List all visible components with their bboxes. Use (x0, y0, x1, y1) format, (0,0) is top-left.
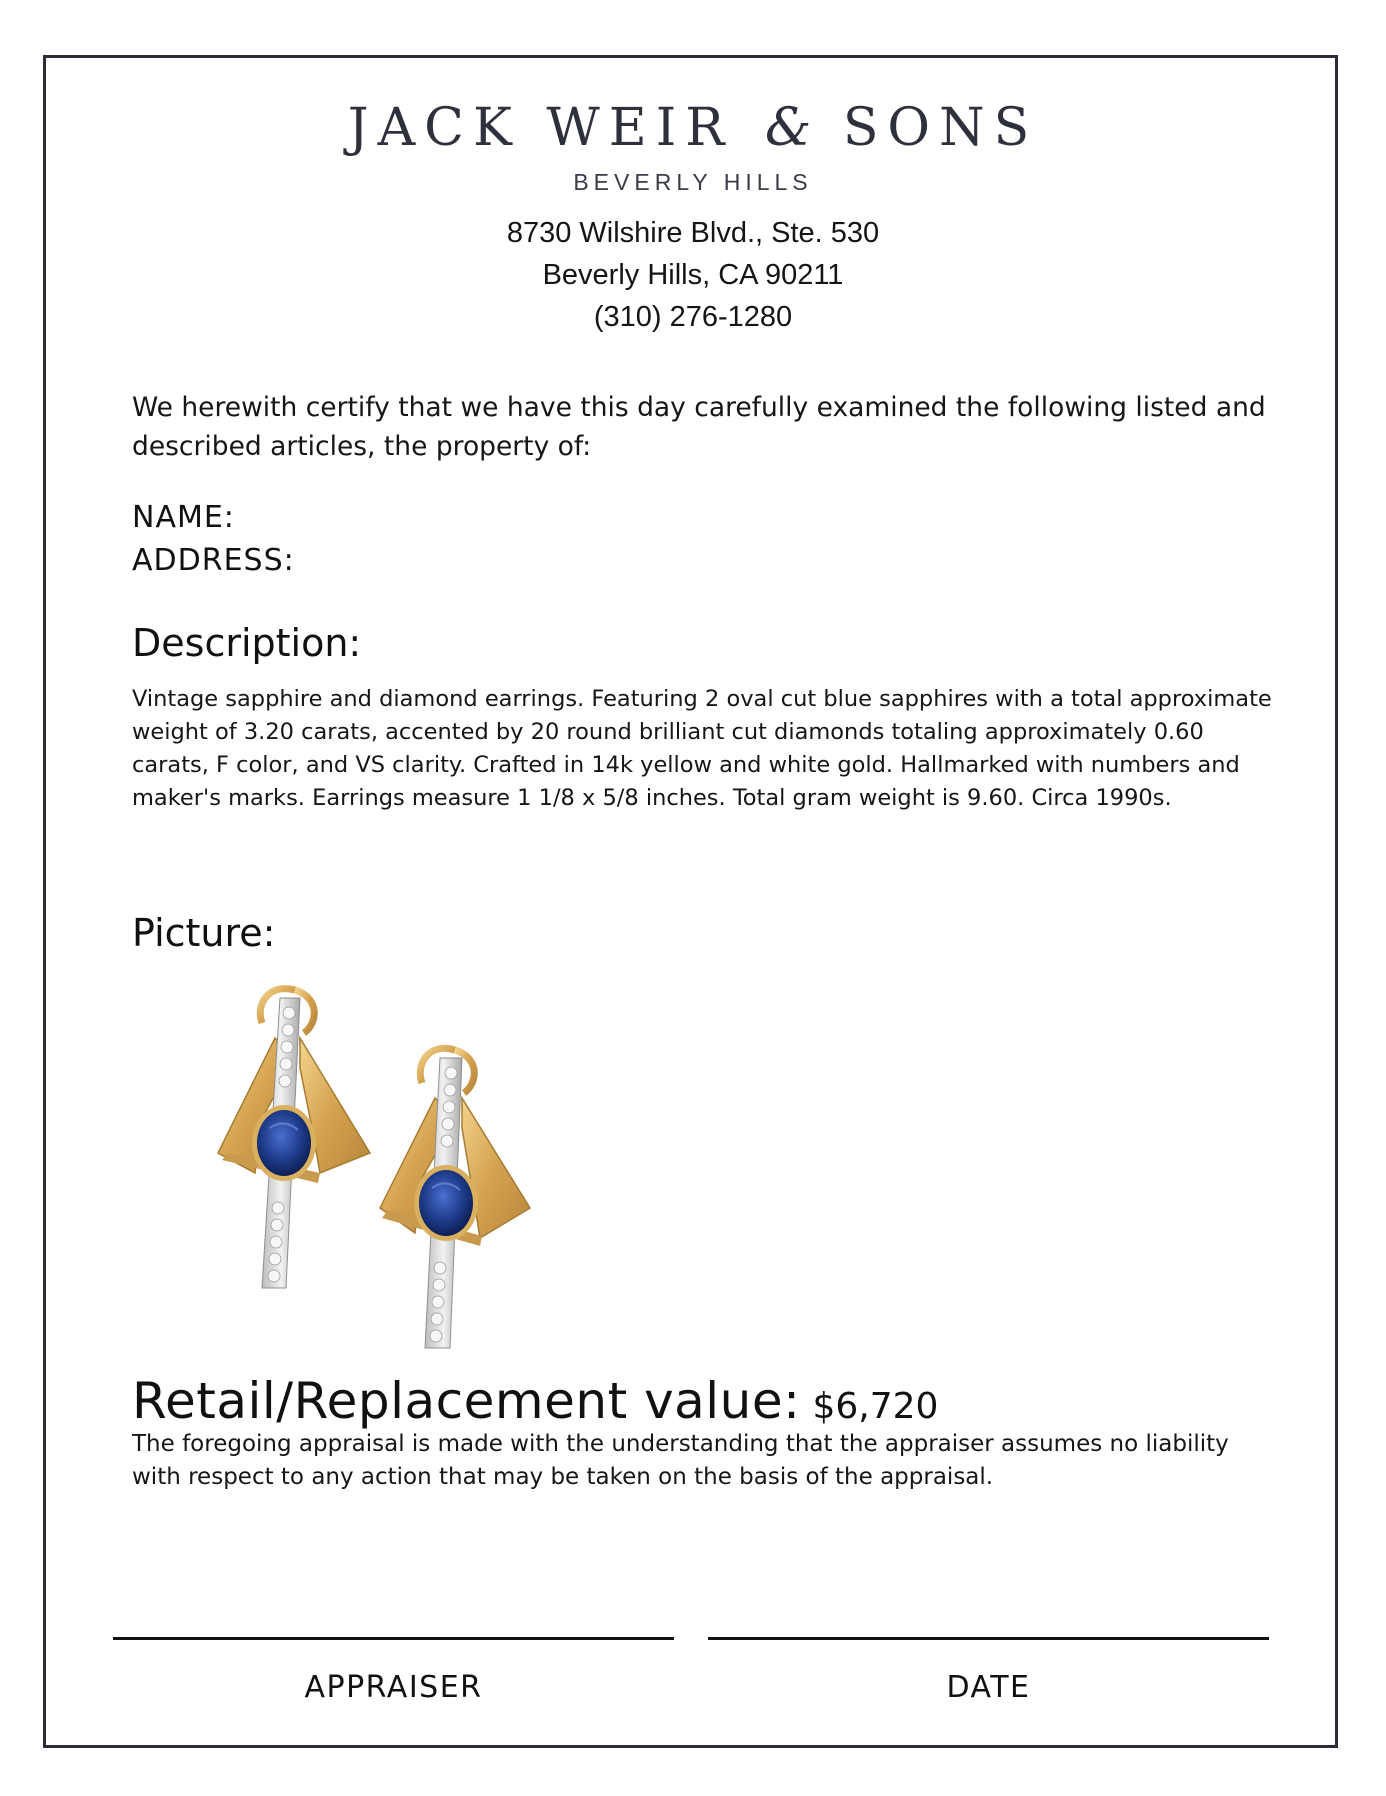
description-text: Vintage sapphire and diamond earrings. Featuring 2 oval cut blue sapphires with a total approximate weight of 3.20 carats, accented by 20 round brilliant cut diamonds totaling approximately 0.60 carats, F color, and VS clarity. Crafted in 14k yellow and white gold. Hallmarked with numbers and maker's marks. Earrings measure 1 1/8 x 5/8 inches. Total gram weight is 9.60. Circa 1990s. (132, 686, 1272, 811)
right-earring (380, 1048, 530, 1348)
appraiser-signature-line (113, 1637, 674, 1640)
valuation-line (132, 1372, 938, 1430)
date-label: DATE (946, 1670, 1031, 1705)
brand-location: BEVERLY HILLS (573, 169, 813, 195)
valuation-amount: $6,720 (812, 1386, 939, 1427)
date-signature-line (708, 1637, 1269, 1640)
address-line-1: 8730 Wilshire Blvd., Ste. 530 (506, 217, 880, 249)
brand-logo (0, 98, 1386, 158)
address-line-2: Beverly Hills, CA 90211 (542, 259, 844, 291)
phone-number: (310) 276-1280 (593, 301, 793, 333)
brand-ampersand: & (764, 98, 812, 158)
description-heading: Description: (132, 621, 362, 665)
address-label: ADDRESS: (132, 543, 295, 578)
disclaimer-text: The foregoing appraisal is made with the understanding that the appraiser assumes no liability with respect to any action that may be taken on the basis of the appraisal. (132, 1431, 1229, 1490)
sapphire-earrings-photo (200, 978, 555, 1353)
brand-name-part2: SONS (842, 98, 1039, 158)
certification-statement: We herewith certify that we have this day carefully examined the following listed and described articles, the property of: (132, 392, 1266, 462)
left-earring (218, 989, 370, 1288)
brand-name-part1: JACK WEIR (347, 98, 734, 158)
valuation-label: Retail/Replacement value: (132, 1372, 801, 1430)
name-label: NAME: (132, 500, 235, 535)
appraiser-label: APPRAISER (304, 1670, 483, 1705)
picture-heading: Picture: (132, 911, 276, 955)
